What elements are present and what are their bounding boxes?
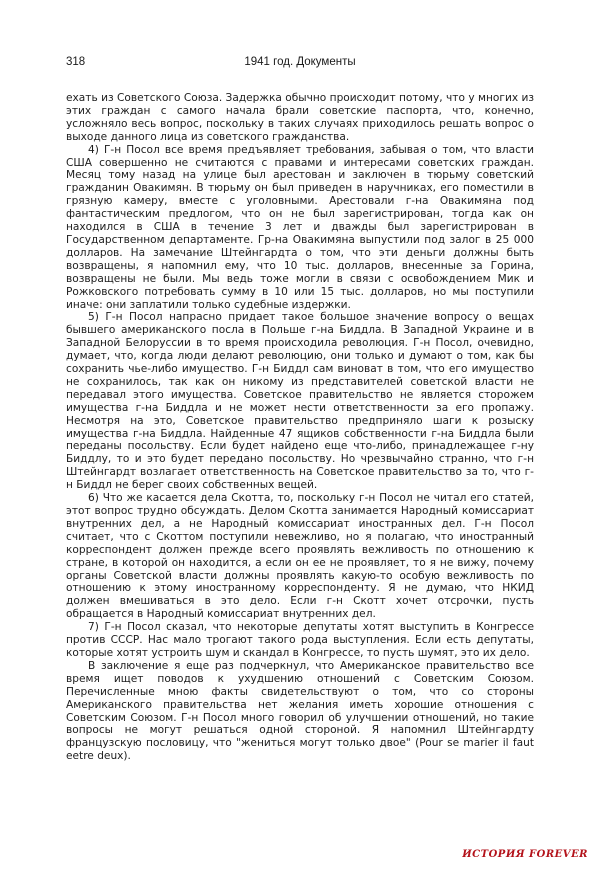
document-body	[66, 92, 534, 763]
paragraph-conclusion: В заключение я еще раз подчеркнул, что Американское правительство все время ищет поводов к ухудшению отношений с Советским Союзом. Перечисленные мною факты свидетельствуют о том, что со стороны Американского правительства нет желания иметь хорошие отношения с Советским Союзом. Г-н Посол много говорил об улучшении отношений, но такие вопросы не могут решаться одной стороной. Я напомнил Штейнгардту французскую пословицу, что "жениться могут только двое" (Pour se marier il faut eetre deux).	[66, 659, 534, 763]
paragraph-item-5: 5) Г-н Посол напрасно придает такое большое значение вопросу о вещах бывшего американского посла в Польше г-на Биддла. В Западной Украине и в Западной Белоруссии в то время происходила революция. Г-н Посол, очевидно, думает, что, когда люди делают революцию, они только и думают о том, как бы сохранить чье-либо имущество. Г-н Биддл сам виноват в том, что его имущество не сохранилось, так как он никому из представителей советской власти не передавал этого имущества. Советское правительство не является сторожем имущества г-на Биддла и не может нести ответственности за его пропажу. Несмотря на это, Советское правительство предприняло шаги к розыску имущества г-на Биддла. Найденные 47 ящиков собственности г-на Биддла были переданы посольству. Если будет найдено еще что-либо, принадлежащее г-ну Биддлу, то и это будет передано посольству. Но чрезвычайно странно, что г-н Штейнгардт возлагает ответственность на Советское правительство за то, что г-н Биддл не берег своих собственных вещей.	[66, 311, 534, 492]
paragraph-item-4: 4) Г-н Посол все время предъявляет требования, забывая о том, что власти США совершенно не считаются с правами и интересами советских граждан. Месяц тому назад на улице был арестован и заключен в тюрьму советский гражданин Овакимян. В тюрьму он был приведен в наручниках, его поместили в грязную камеру, вместе с уголовными. Арестовали г-на Овакимяна под фантастическим предлогом, что он не был зарегистрирован, тогда как он находился в США в течение 3 лет и дважды был зарегистрирован в Государственном департаменте. Гр-на Овакимяна выпустили под залог в 25 000 долларов. На замечание Штейнгардта о том, что эти деньги должны быть возвращены, я напомнил ему, что 10 тыс. долларов, внесенные за Горина, возвращены не были. Мы ведь тоже могли в связи с освобождением Мик и Рожковского потребовать сумму в 10 или 15 тыс. долларов, но мы поступили иначе: они заплатили только судебные издержки.	[66, 143, 534, 311]
watermark: ИСТОРИЯ FOREVER	[462, 849, 588, 860]
paragraph-item-6: 6) Что же касается дела Скотта, то, поскольку г-н Посол не читал его статей, этот вопрос трудно обсуждать. Делом Скотта занимается Народный комиссариат внутренних дел, а не Народный комиссариат иностранных дел. Г-н Посол считает, что с Скоттом поступили невежливо, но я полагаю, что иностранный корреспондент должен прежде всего проявлять вежливость по отношению к стране, в которой он находится, а если он ее не проявляет, то я не вижу, почему органы Советской власти должны проявлять какую-то особую вежливость по отношению к этому иностранному корреспонденту. Я не думаю, что НКИД должен вмешиваться в это дело. Если г-н Скотт хочет отсрочки, пусть обращается в Народный комиссариат внутренних дел.	[66, 492, 534, 621]
page-header	[66, 56, 534, 72]
running-title: 1941 год. Документы	[244, 56, 356, 68]
page-number: 318	[66, 56, 86, 68]
paragraph-item-7: 7) Г-н Посол сказал, что некоторые депутаты хотят выступить в Конгрессе против СССР. Нас мало трогают такого рода выступления. Если есть депутаты, которые хотят устроить шум и скандал в Конгрессе, то пусть шумят, это их дело.	[66, 621, 534, 659]
paragraph-continuation: ехать из Советского Союза. Задержка обычно происходит потому, что у многих из этих граждан с самого начала брали советские паспорта, что, конечно, усложняло весь вопрос, поскольку в таких случаях приходилось решать вопрос о выходе данного лица из советского гражданства.	[66, 92, 534, 143]
